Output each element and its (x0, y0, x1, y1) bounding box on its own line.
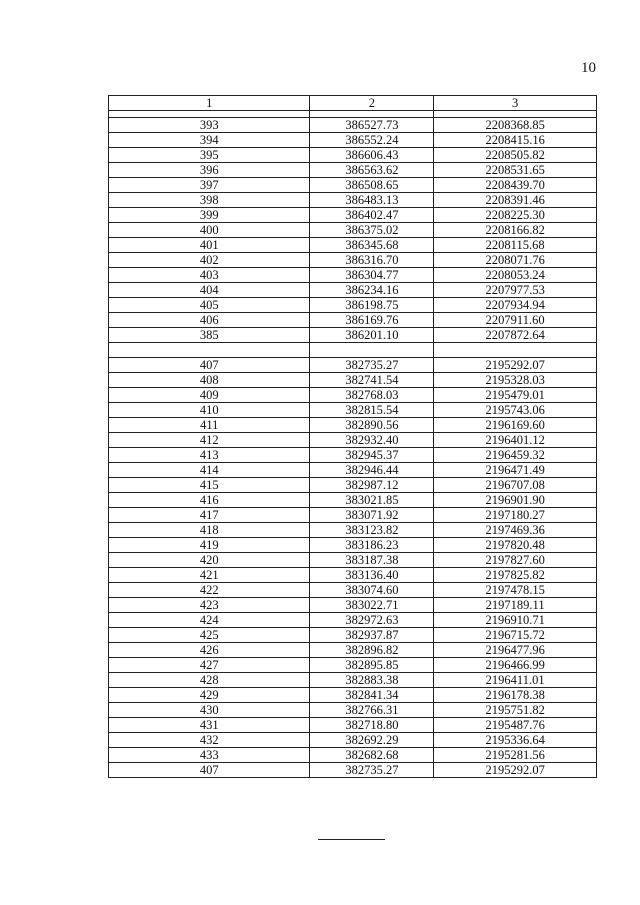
table-row (109, 253, 597, 268)
y-coordinate-cell: 2195292.07 (434, 763, 597, 778)
table-row (109, 283, 597, 298)
table-row (109, 568, 597, 583)
table-row (109, 688, 597, 703)
y-coordinate-cell: 2197189.11 (434, 598, 597, 613)
y-coordinate-cell: 2196477.96 (434, 643, 597, 658)
y-coordinate-cell (434, 343, 597, 358)
point-number-cell: 426 (109, 643, 310, 658)
x-coordinate-cell: 386483.13 (310, 193, 434, 208)
point-number-cell: 416 (109, 493, 310, 508)
table-row (109, 538, 597, 553)
table-row (109, 418, 597, 433)
y-coordinate-cell: 2196459.32 (434, 448, 597, 463)
table-row (109, 493, 597, 508)
y-coordinate-cell: 2195281.56 (434, 748, 597, 763)
y-coordinate-cell: 2196471.49 (434, 463, 597, 478)
table-row (109, 628, 597, 643)
y-coordinate-cell: 2196901.90 (434, 493, 597, 508)
table-row (109, 223, 597, 238)
x-coordinate-cell: 382987.12 (310, 478, 434, 493)
x-coordinate-cell: 382937.87 (310, 628, 434, 643)
x-coordinate-cell: 382735.27 (310, 763, 434, 778)
x-coordinate-cell: 386375.02 (310, 223, 434, 238)
x-coordinate-cell: 382815.54 (310, 403, 434, 418)
point-number-cell: 421 (109, 568, 310, 583)
table-row (109, 433, 597, 448)
y-coordinate-cell: 2207911.60 (434, 313, 597, 328)
footer-rule (318, 839, 385, 840)
x-coordinate-cell: 386552.24 (310, 133, 434, 148)
x-coordinate-cell: 383136.40 (310, 568, 434, 583)
point-number-cell: 407 (109, 763, 310, 778)
table-gap-row (109, 343, 597, 358)
point-number-cell: 393 (109, 118, 310, 133)
x-coordinate-cell: 386527.73 (310, 118, 434, 133)
table-row (109, 658, 597, 673)
header-cell-x: 2 (310, 96, 434, 111)
table-row (109, 313, 597, 328)
table-row (109, 403, 597, 418)
table-row (109, 298, 597, 313)
y-coordinate-cell: 2208071.76 (434, 253, 597, 268)
table-row (109, 178, 597, 193)
x-coordinate-cell: 383186.23 (310, 538, 434, 553)
point-number-cell: 422 (109, 583, 310, 598)
y-coordinate-cell: 2196466.99 (434, 658, 597, 673)
y-coordinate-cell: 2207977.53 (434, 283, 597, 298)
x-coordinate-cell: 386198.75 (310, 298, 434, 313)
y-coordinate-cell: 2196910.71 (434, 613, 597, 628)
y-coordinate-cell: 2197478.15 (434, 583, 597, 598)
point-number-cell: 402 (109, 253, 310, 268)
point-number-cell: 420 (109, 553, 310, 568)
y-coordinate-cell: 2208531.65 (434, 163, 597, 178)
y-coordinate-cell: 2208225.30 (434, 208, 597, 223)
x-coordinate-cell: 382735.27 (310, 358, 434, 373)
x-coordinate-cell: 383074.60 (310, 583, 434, 598)
table-row (109, 763, 597, 778)
y-coordinate-cell: 2195487.76 (434, 718, 597, 733)
table-body (109, 96, 597, 778)
y-coordinate-cell: 2196169.60 (434, 418, 597, 433)
y-coordinate-cell: 2197820.48 (434, 538, 597, 553)
x-coordinate-cell: 383123.82 (310, 523, 434, 538)
y-coordinate-cell: 2208115.68 (434, 238, 597, 253)
y-coordinate-cell: 2196411.01 (434, 673, 597, 688)
table-row (109, 238, 597, 253)
point-number-cell: 399 (109, 208, 310, 223)
point-number-cell: 397 (109, 178, 310, 193)
table-row (109, 118, 597, 133)
header-cell-point: 1 (109, 96, 310, 111)
table-row (109, 373, 597, 388)
point-number-cell: 401 (109, 238, 310, 253)
x-coordinate-cell: 382841.34 (310, 688, 434, 703)
x-coordinate-cell: 382945.37 (310, 448, 434, 463)
table-row (109, 718, 597, 733)
table-row (109, 478, 597, 493)
y-coordinate-cell: 2208166.82 (434, 223, 597, 238)
point-number-cell: 415 (109, 478, 310, 493)
table-row (109, 358, 597, 373)
point-number-cell: 425 (109, 628, 310, 643)
point-number-cell: 423 (109, 598, 310, 613)
point-number-cell: 431 (109, 718, 310, 733)
point-number-cell: 409 (109, 388, 310, 403)
point-number-cell: 428 (109, 673, 310, 688)
point-number-cell (109, 343, 310, 358)
x-coordinate-cell: 386234.16 (310, 283, 434, 298)
table-row (109, 703, 597, 718)
y-coordinate-cell: 2196401.12 (434, 433, 597, 448)
table-row (109, 583, 597, 598)
point-number-cell: 418 (109, 523, 310, 538)
point-number-cell: 398 (109, 193, 310, 208)
page-number: 10 (581, 60, 596, 76)
table-row (109, 643, 597, 658)
y-coordinate-cell: 2197825.82 (434, 568, 597, 583)
x-coordinate-cell: 386316.70 (310, 253, 434, 268)
x-coordinate-cell: 386345.68 (310, 238, 434, 253)
point-number-cell: 413 (109, 448, 310, 463)
point-number-cell: 395 (109, 148, 310, 163)
point-number-cell: 400 (109, 223, 310, 238)
x-coordinate-cell: 382768.03 (310, 388, 434, 403)
point-number-cell: 429 (109, 688, 310, 703)
x-coordinate-cell: 382972.63 (310, 613, 434, 628)
y-coordinate-cell: 2195292.07 (434, 358, 597, 373)
table-row (109, 598, 597, 613)
coordinates-table (108, 95, 597, 778)
y-coordinate-cell: 2195479.01 (434, 388, 597, 403)
header-cell-y: 3 (434, 96, 597, 111)
y-coordinate-cell: 2207872.64 (434, 328, 597, 343)
x-coordinate-cell: 382741.54 (310, 373, 434, 388)
table-row (109, 748, 597, 763)
y-coordinate-cell: 2195328.03 (434, 373, 597, 388)
point-number-cell: 424 (109, 613, 310, 628)
point-number-cell: 432 (109, 733, 310, 748)
table-row (109, 463, 597, 478)
table-row (109, 163, 597, 178)
point-number-cell: 394 (109, 133, 310, 148)
y-coordinate-cell: 2195751.82 (434, 703, 597, 718)
x-coordinate-cell: 382896.82 (310, 643, 434, 658)
y-coordinate-cell: 2208368.85 (434, 118, 597, 133)
x-coordinate-cell: 386563.62 (310, 163, 434, 178)
x-coordinate-cell: 386508.65 (310, 178, 434, 193)
table-row (109, 328, 597, 343)
x-coordinate-cell: 386304.77 (310, 268, 434, 283)
x-coordinate-cell: 382766.31 (310, 703, 434, 718)
y-coordinate-cell: 2208439.70 (434, 178, 597, 193)
y-coordinate-cell: 2196715.72 (434, 628, 597, 643)
y-coordinate-cell: 2197469.36 (434, 523, 597, 538)
x-coordinate-cell: 383071.92 (310, 508, 434, 523)
x-coordinate-cell (310, 343, 434, 358)
table-row (109, 148, 597, 163)
point-number-cell: 406 (109, 313, 310, 328)
y-coordinate-cell: 2208053.24 (434, 268, 597, 283)
table-row (109, 733, 597, 748)
x-coordinate-cell: 382932.40 (310, 433, 434, 448)
y-coordinate-cell: 2195743.06 (434, 403, 597, 418)
table-row (109, 193, 597, 208)
x-coordinate-cell: 386402.47 (310, 208, 434, 223)
x-coordinate-cell: 386606.43 (310, 148, 434, 163)
table-row (109, 448, 597, 463)
point-number-cell: 385 (109, 328, 310, 343)
x-coordinate-cell: 382692.29 (310, 733, 434, 748)
y-coordinate-cell: 2208391.46 (434, 193, 597, 208)
point-number-cell: 417 (109, 508, 310, 523)
point-number-cell: 403 (109, 268, 310, 283)
table-row (109, 508, 597, 523)
point-number-cell: 414 (109, 463, 310, 478)
y-coordinate-cell: 2197180.27 (434, 508, 597, 523)
y-coordinate-cell: 2208415.16 (434, 133, 597, 148)
table-row (109, 553, 597, 568)
x-coordinate-cell: 383021.85 (310, 493, 434, 508)
x-coordinate-cell: 382946.44 (310, 463, 434, 478)
point-number-cell: 430 (109, 703, 310, 718)
table-row (109, 133, 597, 148)
x-coordinate-cell: 386169.76 (310, 313, 434, 328)
x-coordinate-cell: 383022.71 (310, 598, 434, 613)
header-spacer-row (109, 111, 597, 118)
y-coordinate-cell: 2195336.64 (434, 733, 597, 748)
point-number-cell: 407 (109, 358, 310, 373)
point-number-cell: 405 (109, 298, 310, 313)
table-row (109, 673, 597, 688)
point-number-cell: 433 (109, 748, 310, 763)
x-coordinate-cell: 383187.38 (310, 553, 434, 568)
point-number-cell: 408 (109, 373, 310, 388)
point-number-cell: 419 (109, 538, 310, 553)
table-row (109, 613, 597, 628)
point-number-cell: 427 (109, 658, 310, 673)
point-number-cell: 412 (109, 433, 310, 448)
point-number-cell: 396 (109, 163, 310, 178)
x-coordinate-cell: 382682.68 (310, 748, 434, 763)
table-row (109, 523, 597, 538)
x-coordinate-cell: 382883.38 (310, 673, 434, 688)
y-coordinate-cell: 2207934.94 (434, 298, 597, 313)
x-coordinate-cell: 382890.56 (310, 418, 434, 433)
point-number-cell: 411 (109, 418, 310, 433)
y-coordinate-cell: 2196707.08 (434, 478, 597, 493)
y-coordinate-cell: 2196178.38 (434, 688, 597, 703)
point-number-cell: 404 (109, 283, 310, 298)
table-row (109, 388, 597, 403)
table-row (109, 268, 597, 283)
x-coordinate-cell: 382718.80 (310, 718, 434, 733)
y-coordinate-cell: 2197827.60 (434, 553, 597, 568)
x-coordinate-cell: 386201.10 (310, 328, 434, 343)
table-row (109, 208, 597, 223)
table-header-row (109, 96, 597, 111)
point-number-cell: 410 (109, 403, 310, 418)
y-coordinate-cell: 2208505.82 (434, 148, 597, 163)
x-coordinate-cell: 382895.85 (310, 658, 434, 673)
